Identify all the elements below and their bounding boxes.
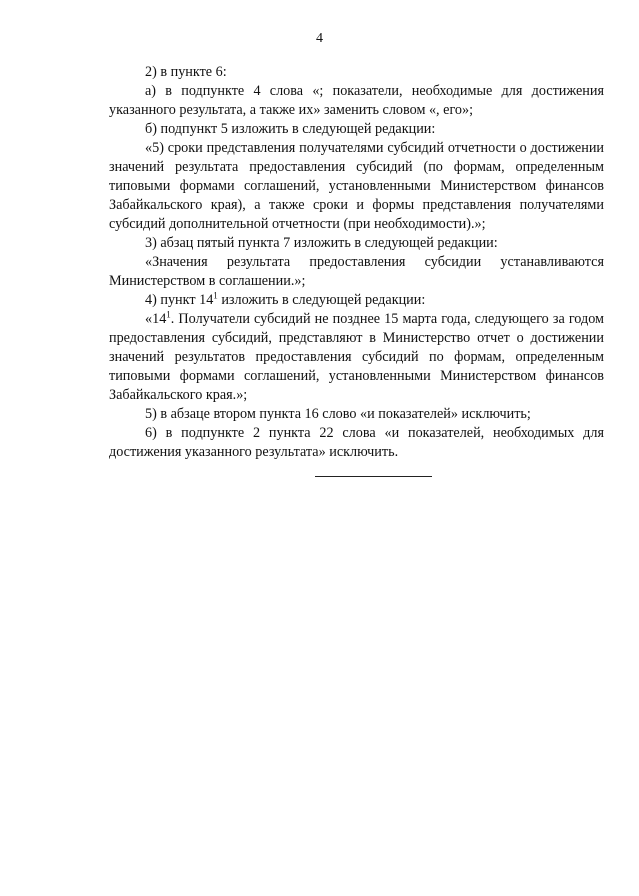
separator-line	[315, 476, 432, 477]
paragraph-item-4	[109, 291, 604, 310]
paragraph-quote-5: «5) сроки представления получателями субсидий отчетности о достижении значений результата предоставления субсидий (по формам, определенным типовыми формами соглашений, установленными Министерством финансов Забайкальского края), а также сроки и формы представления получателями субсидий дополнительной отчетности (при необходимости).»;	[109, 140, 604, 232]
paragraph-subitem-b: б) подпункт 5 изложить в следующей редакции:	[145, 121, 436, 137]
paragraph-quote-14-1-before: «14	[145, 311, 167, 327]
paragraph-item-6: 6) в подпункте 2 пункта 22 слова «и показателей, необходимых для достижения указанного результата» исключить.	[109, 425, 604, 460]
paragraph-item-5: 5) в абзаце втором пункта 16 слово «и показателей» исключить;	[145, 406, 531, 422]
paragraph-subitem-a: а) в подпункте 4 слова «; показатели, необходимые для достижения указанного результата, а также их» заменить словом «, его»;	[109, 83, 604, 118]
paragraph-item-4-before: 4) пункт 14	[145, 292, 214, 308]
document-body	[109, 63, 604, 462]
page-number: 4	[316, 31, 323, 46]
paragraph-item-4-after: изложить в следующей редакции:	[217, 292, 426, 308]
paragraph-item-2: 2) в пункте 6:	[145, 64, 227, 80]
paragraph-quote-14-1-after: . Получатели субсидий не позднее 15 марта года, следующего за годом предоставления субсидий, представляют в Министерство отчет о достижении значений результатов предоставления субсидий по формам, определенным типовыми формами соглашений, установленными Министерством финансов Забайкальского края.»;	[109, 311, 604, 403]
paragraph-item-3: 3) абзац пятый пункта 7 изложить в следующей редакции:	[145, 235, 498, 251]
superscript: 1	[166, 309, 171, 320]
superscript: 1	[213, 290, 218, 301]
paragraph-quote-14-1	[109, 310, 604, 405]
paragraph-quote-values: «Значения результата предоставления субсидии устанавливаются Министерством в соглашении.»;	[109, 254, 604, 289]
